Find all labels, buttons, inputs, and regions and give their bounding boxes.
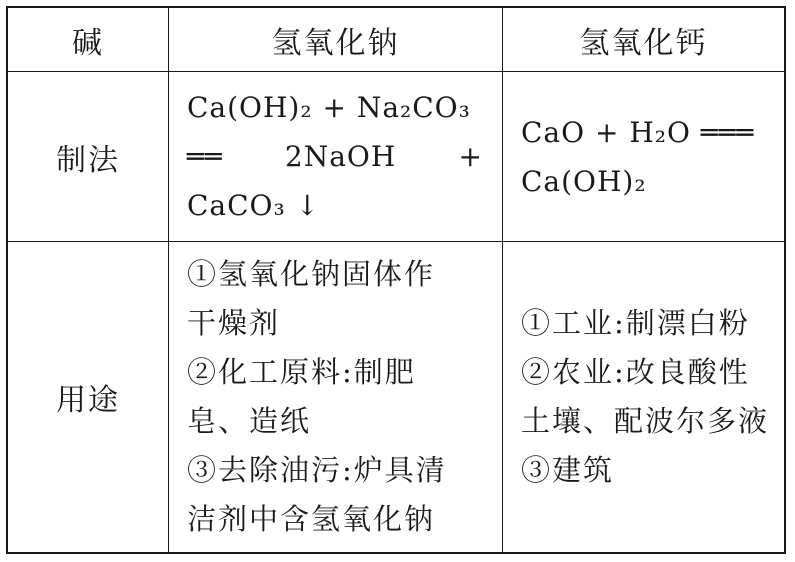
caoh2-uses-line: 土壤、配波尔多液 [521, 404, 770, 438]
naoh-uses-line: ①氢氧化钠固体作 [187, 257, 436, 291]
caoh2-uses-line: ③建筑 [521, 453, 615, 487]
plus-sign: + [458, 140, 483, 173]
caoh2-preparation-line: CaO + H₂O ═══ [521, 115, 755, 149]
row-label-preparation-text: 制法 [56, 142, 120, 178]
header-base-text: 碱 [72, 25, 104, 61]
header-cell-naoh [169, 8, 503, 72]
naoh-product: 2NaOH [284, 140, 397, 173]
equals-sign: ══ [187, 140, 223, 173]
comparison-table [6, 6, 786, 554]
caoh2-uses-cell [503, 242, 784, 552]
naoh-uses-line: 干燥剂 [187, 306, 281, 340]
header-cell-caoh2 [503, 8, 784, 72]
row-label-uses-text: 用途 [56, 383, 120, 418]
naoh-preparation-line: CaCO₃ ↓ [187, 189, 321, 222]
header-caoh2-text: 氢氧化钙 [579, 25, 708, 61]
caoh2-preparation-cell [503, 72, 784, 242]
row-label-uses [8, 242, 169, 552]
naoh-uses-line: 皂、造纸 [187, 404, 312, 438]
naoh-uses-line: 洁剂中含氢氧化钠 [187, 502, 436, 536]
header-cell-base [8, 8, 169, 72]
naoh-uses-line: ③去除油污:炉具清 [187, 453, 447, 487]
header-naoh-text: 氢氧化钠 [271, 25, 400, 61]
row-label-preparation [8, 72, 169, 242]
caoh2-preparation-line: Ca(OH)₂ [521, 164, 647, 198]
naoh-uses-line: ②化工原料:制肥 [187, 355, 416, 389]
naoh-preparation-line: Ca(OH)₂ + Na₂CO₃ [187, 91, 471, 124]
naoh-preparation-cell [169, 72, 503, 242]
naoh-uses-cell [169, 242, 503, 552]
caoh2-uses-line: ②农业:改良酸性 [521, 355, 750, 389]
caoh2-uses-line: ①工业:制漂白粉 [521, 306, 750, 340]
naoh-preparation-line [187, 132, 483, 181]
